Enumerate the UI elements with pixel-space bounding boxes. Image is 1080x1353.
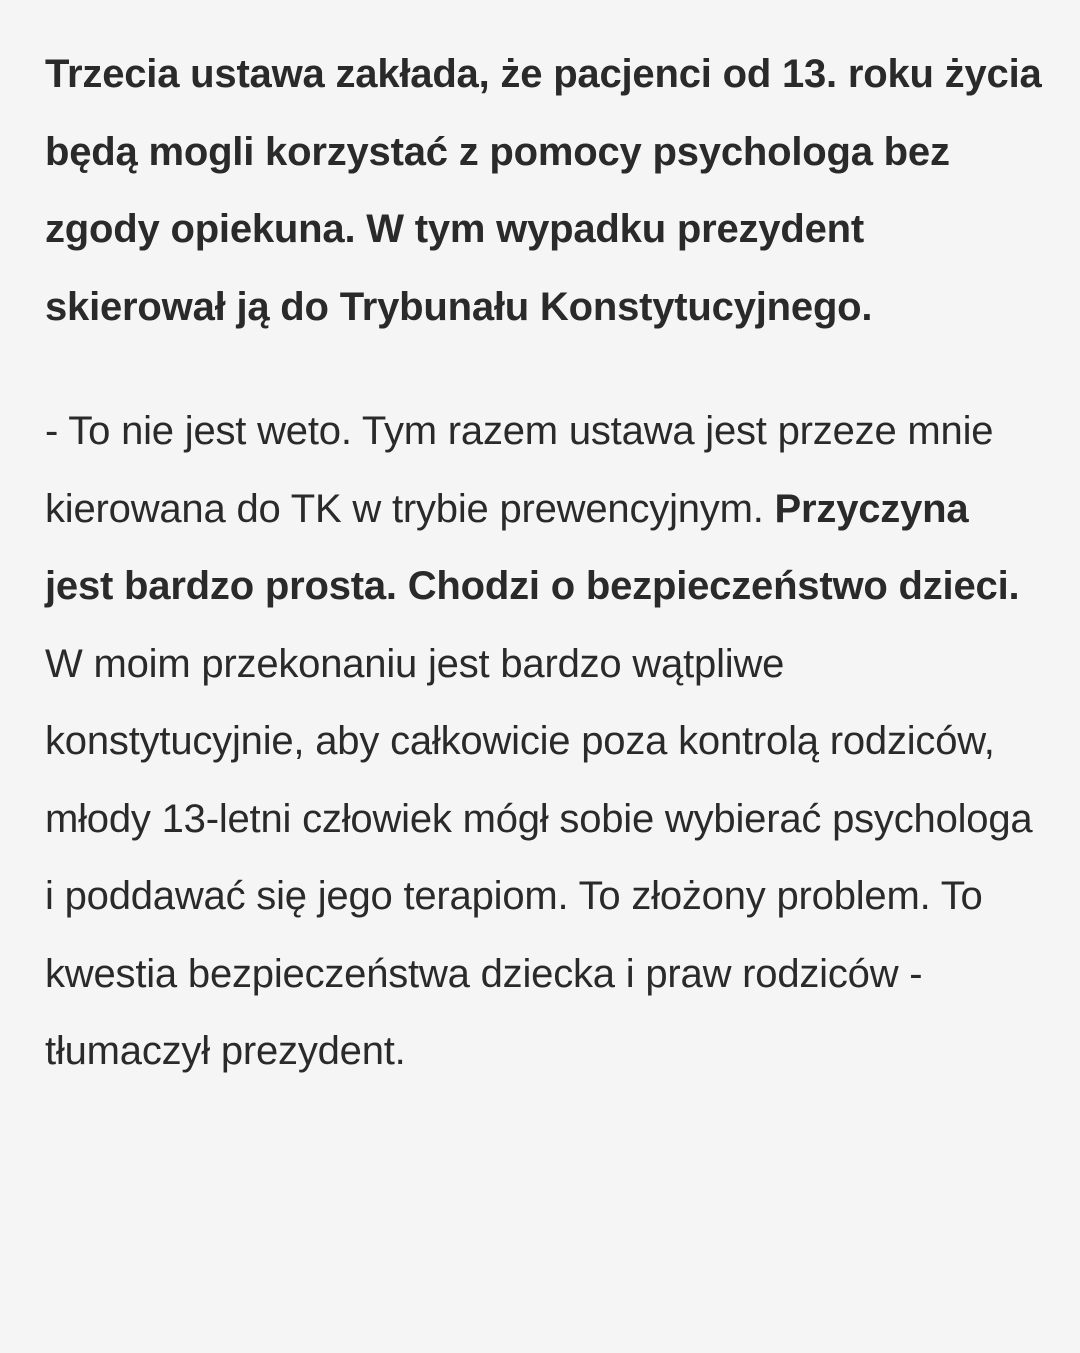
quote-paragraph xyxy=(45,393,1044,1091)
lead-paragraph: Trzecia ustawa zakłada, że pacjenci od 13. roku życia będą mogli korzystać z pomocy psychologa bez zgody opiekuna. W tym wypadku prezydent skierował ją do Trybunału Konstytucyjnego. xyxy=(45,52,1042,329)
quote-rest-text: W moim przekonaniu jest bardzo wątpliwe konstytucyjnie, aby całkowicie poza kontrolą rodziców, młody 13-letni człowiek mógł sobie wybierać psychologa i poddawać się jego terapiom. To złożony problem. To kwestia bezpieczeństwa dziecka i praw rodziców - tłumaczył prezydent. xyxy=(45,641,1033,1073)
quote-emphasis-text: Przyczyna jest bardzo prosta. Chodzi o bezpieczeństwo dzieci. xyxy=(45,486,1020,608)
quote-intro-text: - To nie jest weto. Tym razem ustawa jest przeze mnie kierowana do TK w trybie prewencyjnym. xyxy=(45,409,994,531)
